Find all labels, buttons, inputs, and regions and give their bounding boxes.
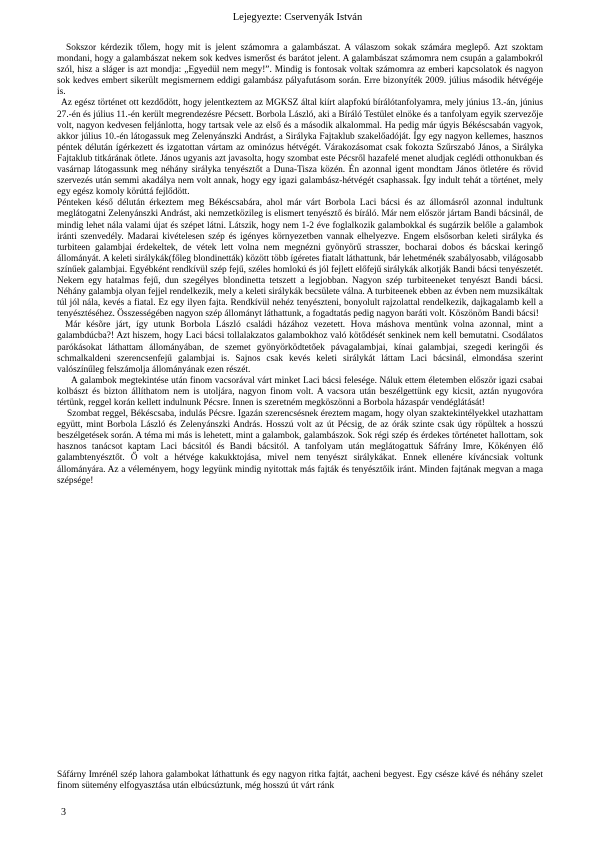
page-number: 3 (61, 807, 66, 818)
paragraph-intro: Sokszor kérdezik tőlem, hogy mit is jelent számomra a galambászat. A válaszom sokak számára meglepő. Azt szoktam mondani, hogy a galambászat nekem sok kedves ismerőst és barátot jelent. A galambászat számomra nem csupán a galambokról szól, hisz a sláger is azt mondja: „Egyedül nem megy!”. Mindig is fontosak voltak számomra az emberi kapcsolatok és nagyon sok kedves embert sikerült megismernem eddigi galambász pályafutásom során. Erre bizonyíték 2009. július második hétvégéje is. (57, 43, 543, 98)
page-header: Lejegyezte: Cservenyák István (232, 12, 363, 23)
paragraph-safrany: Sáfárny Imrénél szép lahora galambokat láthattunk és egy nagyon ritka fajtát, aacheni begyest. Egy csésze kávé és néhány szelet finom sütemény elfogyasztása után elbúcsúztunk, még hosszú út várt ránk (57, 770, 543, 792)
paragraph-story-start: Az egész történet ott kezdődött, hogy jelentkeztem az MGKSZ által kiírt alapfokú bírálótanfolyamra, mely június 13.-án, június 27.-én és július 11.-én került megrendezésre Pécsett. Borbola László, aki a Bíráló Testület elnöke és a tanfolyam egyik szervezője volt, nagyon kedvesen feljánlotta, hogy tartsak vele az első és a második alkalommal. Ha pedig már úgyis Békéscsabán vagyok, akkor július 10.-én látogassuk meg Zelenyánszki Andrást, a Sirálykа Fajtaklub szakelőadóját. Így egy nagyon kellemes, hasznos péntek délután ígérkezett és izgatottan vártam az ominózus hétvégét. Várakozásomat csak fokozta Szűrszabó János, a Sirálykа Fajtaklub titkárának ötlete. János ugyanis azt javasolta, hogy szombat este Pécsről hazafelé menet aludjak ceglédi otthonukban és vasárnap látogassunk meg néhány sirályka tenyésztőt a Duna-Tisza közén. Én azonnal igent mondtam János ötletére és rövid szervezés után semmi akadálya nem volt annak, hogy egy igazi galambász-hétvégét csaphassak. Így indult tehát a történet, mely egy egész komoly körúttá fejlődött. (57, 98, 543, 198)
article-body (57, 43, 543, 487)
paragraph-dinner: A galambok megtekintése után finom vacsorával várt minket Laci bácsi felesége. Náluk ettem életemben először igazi csabai kolbászt és bizton állíthatom nem is utoljára, nagyon finom volt. A vacsora után beszélgettünk egy kicsit, aztán nyugovóra tértünk, reggel korán kellett indulnunk Pécsre. Innen is szeretném megköszönni a Borbola házaspár vendéglátását! (57, 375, 543, 408)
paragraph-friday-visit: Pénteken késő délután érkeztem meg Békéscsabára, ahol már várt Borbola Laci bácsi és az állomásról azonnal indultunk meglátogatni Zelenyánszki Andrást, aki nemzetközileg is elismert tenyésztő és bíráló. Már nem először jártam Bandi bácsinál, de mindig lehet nála valami újat és szépet látni. Látszik, hogy nem 1-2 éve foglalkozik galambokkal és sugárzik belőle a galambok iránti szenvedély. Madarai kivételesen szép és igényes környezetben vannak elhelyezve. Engem elsősorban keleti sirályka és turbiteen galambjai érdekeltek, de vétek lett volna nem megnézni gyönyörű strasszer, bocharai dobos és bácskai keringő állományát. A keleti sirálykák(főleg blondinetták) között több ígéretes fiatalt láthattunk, bár lehetménék szabályosabb, világosabb színűek galambjai. Egyébként rendkívül szép fejű, széles homlokú és jól fejlett előfejű sirálykák alkotják Bandi bácsi tenyészetét. Nekem egy hatalmas fejű, dun szegélyes blondinetta tetszett a legjobban. Nagyon szép turbiteeneket tenyészt Bandi bácsi. Néhány galambja olyan fejjel rendelkezik, mely a keleti sirálykák becsülete válna. A turbiteenek ebben az évben nem muzsikáltak túl jól nála, kevés a fiatal. Ez egy ilyen fajta. Rendkívül nehéz tenyészteni, bonyolult rajzolattal rendelkezik, dajkagalamb kell a tenyésztéséhez. Összességében nagyon szép állományt láthattunk, a fogadtatás pedig nagyon baráti volt. Köszönöm Bandi bácsi! (57, 198, 543, 320)
paragraph-borbola-house: Már késõre járt, így utunk Borbola László családi házához vezetett. Hova máshova mentünk volna azonnal, mint a galambdúcba?! Azt hiszem, hogy Laci bácsi tollalakzatos galambokhoz való kötődését senkinek nem kell bemutatni. Csodálatos parókásokat láthattam állományában, de szemet gyönyörködtetőek pávagalambjai, kínai galambjai, szegedi keringői és schmalkaldeni szerencsenfejű galambjai is. Sajnos csak kevés keleti sirálykát láttam Laci bácsinál, elmondása szerint valószínűleg felszámolja állományának ezen részét. (57, 320, 543, 375)
article-tail (57, 770, 543, 793)
paragraph-saturday: Szombat reggel, Békéscsaba, indulás Pécsre. Igazán szerencsésnek éreztem magam, hogy olyan szaktekintélyekkel utazhattam együtt, mint Borbola László és Zelenyánszki András. Hosszú volt az út Pécsig, de az órák szinte csak úgy röpültek a hosszú beszélgetések során. A téma mi más is lehetett, mint a galambok, galambászok. Sok régi szép és érdekes történetet hallottam, sok hasznos tanácsot kaptam Laci bácsitól és Bandi bácsitól. A tanfolyam után meglátogattuk Sáfrány Imre, Kökényen élő galambtenyésztőt. Ő volt a hétvége kakukktojása, mivel nem tenyészt sirálykákat. Ennek ellenére kíváncsiak voltunk állományára. Az a véleményem, hogy legyünk mindig nyitottak más fajták és tenyésztőik iránt. Minden fajtának megvan a maga szépsége! (57, 409, 543, 486)
